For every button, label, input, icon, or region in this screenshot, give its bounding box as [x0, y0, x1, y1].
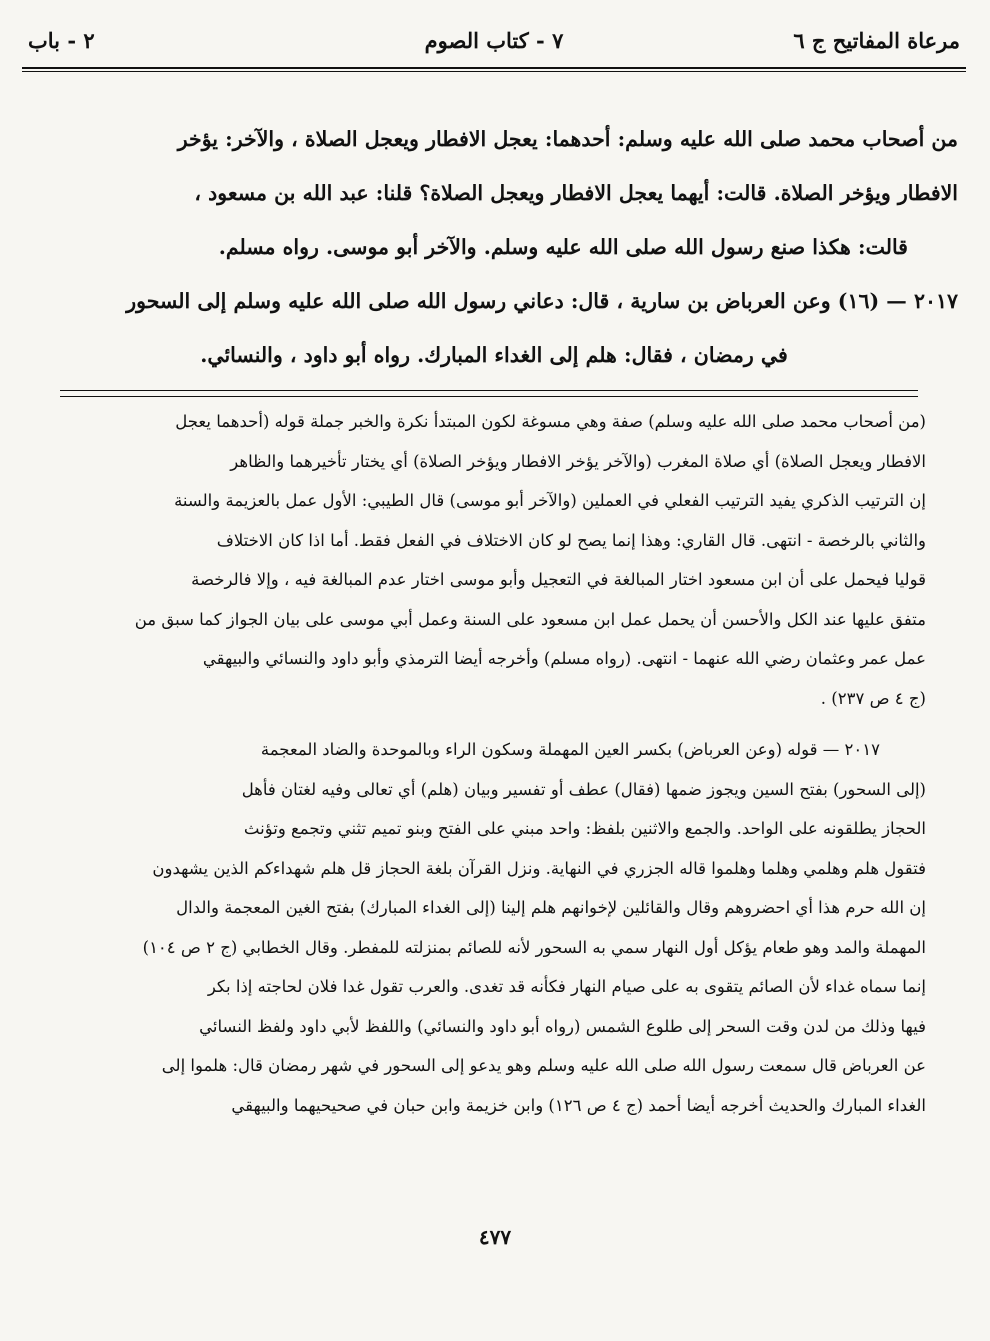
- note-line: فيها وذلك من لدن وقت السحر إلى طلوع الشمس (رواه أبو داود والنسائي) واللفظ لأبي داود ولفظ النسائي: [199, 1016, 926, 1036]
- header-chapter: ٧ - كتاب الصوم: [424, 28, 564, 53]
- header-rule: [22, 67, 966, 69]
- note-line: الحجاز يطلقونه على الواحد. والجمع والاثنين بلفظ: واحد مبني على الفتح وبنو تميم تثني وتجمع وتؤنث: [243, 819, 926, 838]
- note-line: متفق عليها عند الكل والأحسن أن يحمل عمل ابن مسعود على السنة وعمل أبي موسى على بيان الجواز كما سبق من: [134, 609, 926, 629]
- note-line: عن العرباض قال سمعت رسول الله صلى الله عليه وسلم وهو يدعو إلى السحور في شهر رمضان قال: هلموا إلى: [161, 1056, 926, 1075]
- note-line: إن الله حرم هذا أي احضروهم وقال والقائلين لإخوانهم هلم إلينا (إلى الغداء المبارك) بفتح الغين المعجمة والدال: [176, 898, 926, 917]
- hadith-text: [30, 112, 958, 382]
- header-rule-thin: [22, 71, 966, 72]
- note-line: المهملة والمد وهو طعام يؤكل أول النهار سمي به السحور لأنه للصائم بمنزلته للمفطر. وقال الخطابي (ج ٢ ص ١٠٤): [142, 937, 926, 957]
- note-line: الغداء المبارك والحديث أخرجه أيضا أحمد (ج ٤ ص ١٢٦) وابن خزيمة وابن حبان في صحيحيهما والبيهقي: [231, 1095, 926, 1115]
- note-line: والثاني بالرخصة - انتهى. قال القاري: وهذا إنما يصح لو كان الاختلاف في الفعل فقط. أما اذا كان الاختلاف: [216, 530, 926, 550]
- main-line: من أصحاب محمد صلى الله عليه وسلم: أحدهما: يعجل الافطار ويعجل الصلاة ، والآخر: يؤخر: [177, 127, 958, 151]
- section-divider: [60, 390, 918, 391]
- note-line: (إلى السحور) بفتح السين ويجوز ضمها (فقال) عطف أو تفسير وبيان (هلم) أي تعالى وفيه لغتان فأهل: [241, 779, 926, 799]
- note-line: (من أصحاب محمد صلى الله عليه وسلم) صفة وهي مسوغة لكون المبتدأ نكرة والخبر جملة قوله (أحدهما يعجل: [175, 412, 926, 431]
- note-line: ٢٠١٧ — قوله (وعن العرباض) بكسر العين المهملة وسكون الراء وبالموحدة والضاد المعجمة: [260, 740, 880, 759]
- running-header: [22, 20, 966, 66]
- commentary-text: [58, 402, 926, 1125]
- note-line: فتقول هلم وهلمي وهلما وهلموا قاله الجزري في النهاية. ونزل القرآن بلغة الحجاز قل هلم شهداءكم الذين يشهدون: [152, 858, 926, 878]
- note-line: إن الترتيب الذكري يفيد الترتيب الفعلي في العملين (والآخر أبو موسى) قال الطيبي: الأول عمل بالعزيمة والسنة: [174, 491, 926, 510]
- header-book-title: مرعاة المفاتيح ج ٦: [793, 28, 960, 53]
- main-line: قالت: هكذا صنع رسول الله صلى الله عليه وسلم. والآخر أبو موسى. رواه مسلم.: [218, 235, 908, 259]
- note-line: عمل عمر وعثمان رضي الله عنهما - انتهى. (رواه مسلم) وأخرجه أيضا الترمذي وأبو داود والنسائي والبيهقي: [202, 649, 926, 668]
- section-divider-second: [60, 396, 918, 397]
- main-line: الافطار ويؤخر الصلاة. قالت: أيهما يعجل الافطار ويعجل الصلاة؟ قلنا: عبد الله بن مسعود ،: [194, 181, 958, 205]
- page-number: ٤٧٧: [478, 1225, 512, 1249]
- header-section: ٢ - باب: [28, 28, 95, 53]
- note-line: قوليا فيحمل على أن ابن مسعود اختار المبالغة في التعجيل وأبو موسى اختار عدم المبالغة فيه ، وإلا فالرخصة: [191, 570, 926, 589]
- note-line: الافطار ويعجل الصلاة) أي صلاة المغرب (والآخر يؤخر الافطار ويؤخر الصلاة) أي يختار تأخيرهما والظاهر: [230, 451, 926, 471]
- note-line: (ج ٤ ص ٢٣٧) .: [820, 688, 926, 708]
- note-line: إنما سماه غداء لأن الصائم يتقوى به على صيام النهار فكأنه قد تغدى. والعرب تقول غدا فلان لحاجته إذا بكر: [207, 977, 926, 996]
- main-line: في رمضان ، فقال: هلم إلى الغداء المبارك. رواه أبو داود ، والنسائي.: [200, 343, 788, 367]
- main-line: ٢٠١٧ — (١٦) وعن العرباض بن سارية ، قال: دعاني رسول الله صلى الله عليه وسلم إلى السحور: [126, 289, 958, 313]
